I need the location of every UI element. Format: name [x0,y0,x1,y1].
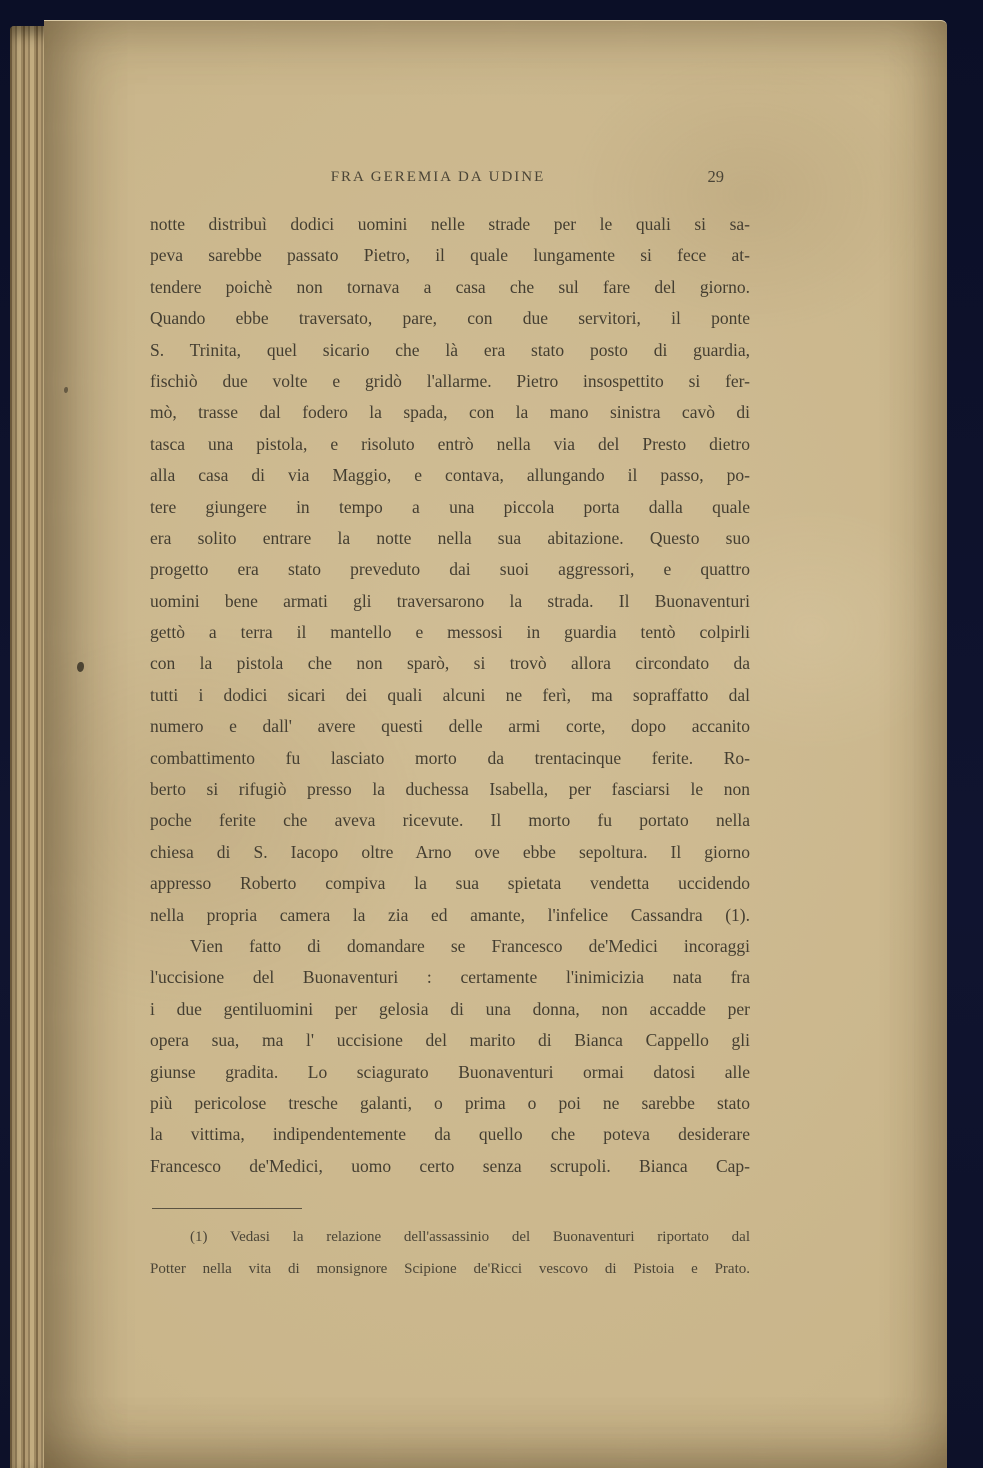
running-title: FRA GEREMIA DA UDINE [330,169,546,185]
text-line: opera sua, ma l' uccisione del marito di Bianca Cappello gli [150,1030,750,1051]
ink-speck [77,662,84,672]
text-line: appresso Roberto compiva la sua spietata vendetta uccidendo [150,873,750,894]
text-line: poche ferite che aveva ricevute. Il morto fu portato nella [150,810,750,831]
page-header [150,169,750,193]
paragraph-1 [150,209,750,931]
text-line: chiesa di S. Iacopo oltre Arno ove ebbe sepoltura. Il giorno [150,841,750,862]
text-line: peva sarebbe passato Pietro, il quale lungamente si fece at- [150,245,750,266]
text-line: più pericolose tresche galanti, o prima o poi ne sarebbe stato [150,1092,750,1113]
text-line: con la pistola che non sparò, si trovò allora circondato da [150,653,750,674]
text-line: tasca una pistola, e risoluto entrò nella via del Presto dietro [150,433,750,454]
text-line: l'uccisione del Buonaventuri : certamente l'inimicizia nata fra [150,967,750,988]
page-number: 29 [707,167,724,186]
text-column [150,169,750,1285]
text-line: alla casa di via Maggio, e contava, allungando il passo, po- [150,465,750,486]
text-line: mò, trasse dal fodero la spada, con la mano sinistra cavò di [150,402,750,423]
text-line: Quando ebbe traversato, pare, con due servitori, il ponte [150,308,750,329]
text-line: combattimento fu lasciato morto da trentacinque ferite. Ro- [150,747,750,768]
text-line: giunse gradita. Lo sciagurato Buonaventuri ormai datosi alle [150,1061,750,1082]
footnote-separator [152,1208,302,1209]
text-line: berto si rifugiò presso la duchessa Isabella, per fasciarsi le non [150,779,750,800]
text-line: Francesco de'Medici, uomo certo senza scrupoli. Bianca Cap- [150,1155,750,1176]
text-line: fischiò due volte e gridò l'allarme. Pietro insospettito si fer- [150,370,750,391]
text-line: numero e dall' avere questi delle armi corte, dopo accanito [150,716,750,737]
text-line: uomini bene armati gli traversarono la strada. Il Buonaventuri [150,590,750,611]
text-line: notte distribuì dodici uomini nelle strade per le quali si sa- [150,214,750,234]
book-page [44,20,947,1468]
text-line: progetto era stato preveduto dai suoi aggressori, e quattro [150,559,750,580]
text-line: i due gentiluomini per gelosia di una donna, non accadde per [150,998,750,1019]
footnote [150,1221,750,1285]
text-line: tendere poichè non tornava a casa che sul fare del giorno. [150,276,750,297]
text-line: tere giungere in tempo a una piccola porta dalla quale [150,496,750,517]
text-line: nella propria camera la zia ed amante, l'infelice Cassandra (1). [150,904,750,925]
text-line: la vittima, indipendentemente da quello che poteva desiderare [150,1124,750,1145]
text-line: Potter nella vita di monsignore Scipione de'Ricci vescovo di Pistoia e Prato. [150,1261,750,1278]
text-line: S. Trinita, quel sicario che là era stato posto di guardia, [150,339,750,360]
ink-speck [64,387,68,393]
body-text [150,209,750,1182]
text-line: (1) Vedasi la relazione dell'assassinio del Buonaventuri riportato dal [190,1229,750,1246]
text-line: tutti i dodici sicari dei quali alcuni ne ferì, ma sopraffatto dal [150,684,750,705]
text-line: Vien fatto di domandare se Francesco de'Medici incoraggi [190,935,750,956]
paragraph-2 [150,931,750,1182]
text-line: gettò a terra il mantello e messosi in guardia tentò colpirli [150,622,750,643]
text-line: era solito entrare la notte nella sua abitazione. Questo suo [150,527,750,548]
